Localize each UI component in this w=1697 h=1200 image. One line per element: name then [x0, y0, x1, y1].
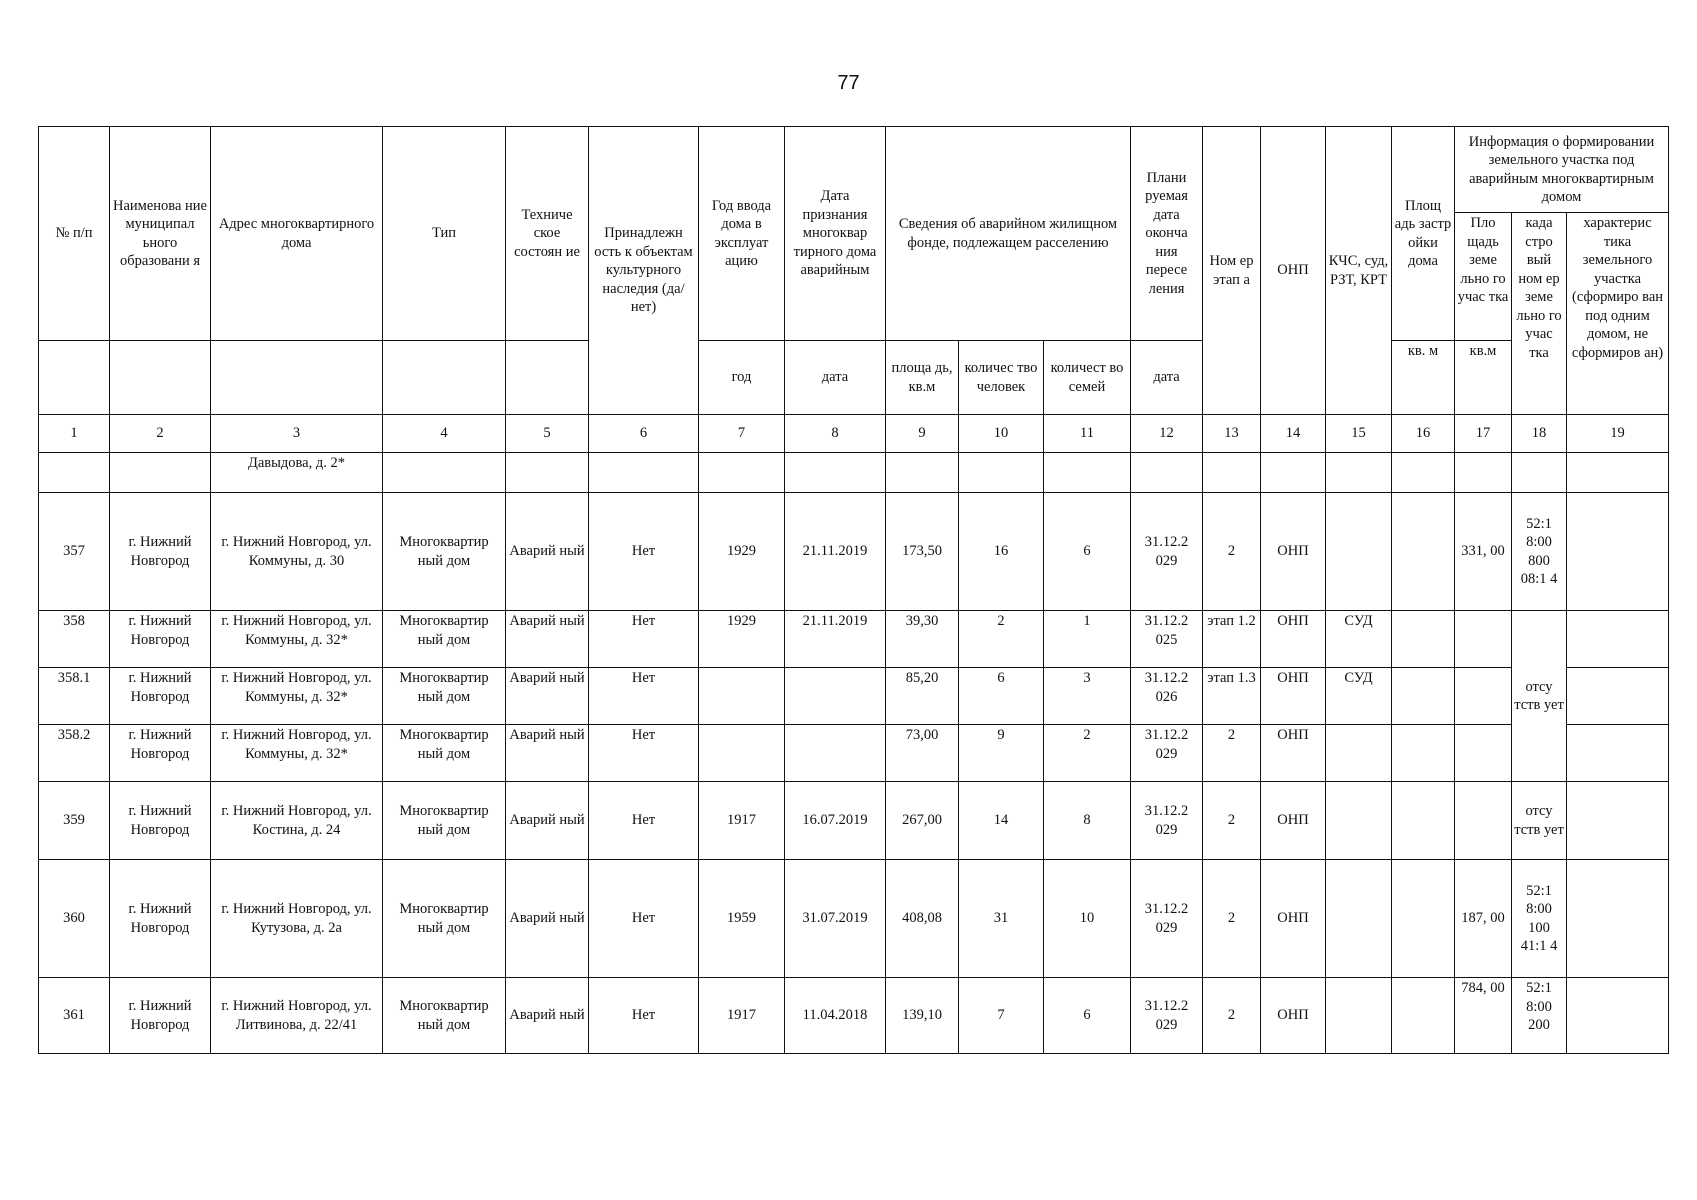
- header-sub-land-area: кв.м: [1455, 341, 1512, 415]
- header-blank-3: [211, 341, 383, 415]
- header-land-area: Пло щадь земе льно го учас тка: [1455, 213, 1512, 341]
- header-heritage: Принадлежн ость к объектам культурного наследия (да/нет): [589, 127, 699, 415]
- header-end-date: Плани руемая дата оконча ния пересе ления: [1131, 127, 1203, 341]
- header-blank-5: [506, 341, 589, 415]
- cadastral-merged: отсу тств ует: [1512, 611, 1567, 782]
- header-sub-date: дата: [785, 341, 886, 415]
- continuation-row: [39, 453, 1669, 493]
- table-row: 358 г. Нижний Новгород г. Нижний Новгород, ул. Коммуны, д. 32* Многоквартир ный дом Аварий ный Нет 1929 21.11.2019 39,30 2 1 31.12.2 025 этап 1.2 ОНП СУД отсу тств ует: [39, 611, 1669, 668]
- numbering-row: 1 2 3 4 5 6 7 8 9 10 11 12 13 14 15 16 17 18 19: [39, 415, 1669, 453]
- header-blank-2: [110, 341, 211, 415]
- table-row: 360 г. Нижний Новгород г. Нижний Новгород, ул. Кутузова, д. 2а Многоквартир ный дом Аварий ный Нет 1959 31.07.2019 408,08 31 10 31.12.2 029 2 ОНП 187, 00 52:1 8:00 100 41:1 4: [39, 860, 1669, 978]
- header-sub-area: площа дь, кв.м: [886, 341, 959, 415]
- header-recognition-date: Дата признания многоквар тирного дома аварийным: [785, 127, 886, 341]
- table-row: 361 г. Нижний Новгород г. Нижний Новгород, ул. Литвинова, д. 22/41 Многоквартир ный дом Аварий ный Нет 1917 11.04.2018 139,10 7 6 31.12.2 029 2 ОНП 784, 00 52:1 8:00 200: [39, 978, 1669, 1054]
- header-sub-people: количес тво человек: [959, 341, 1044, 415]
- table-row: 358.2 г. Нижний Новгород г. Нижний Новгород, ул. Коммуны, д. 32* Многоквартир ный дом Аварий ный Нет 73,00 9 2 31.12.2 029 2 ОНП: [39, 725, 1669, 782]
- header-kchs: КЧС, суд, РЗТ, КРТ: [1326, 127, 1392, 415]
- table-row: 359 г. Нижний Новгород г. Нижний Новгород, ул. Костина, д. 24 Многоквартир ный дом Аварий ный Нет 1917 16.07.2019 267,00 14 8 31.12.2 029 2 ОНП отсу тств ует: [39, 782, 1669, 860]
- header-stage: Ном ер этап а: [1203, 127, 1261, 415]
- header-sub-end-date: дата: [1131, 341, 1203, 415]
- header-blank-1: [39, 341, 110, 415]
- header-sub-families: количест во семей: [1044, 341, 1131, 415]
- header-type: Тип: [383, 127, 506, 341]
- header-emergency-fund: Сведения об аварийном жилищном фонде, подлежащем расселению: [886, 127, 1131, 341]
- table-row: 358.1 г. Нижний Новгород г. Нижний Новгород, ул. Коммуны, д. 32* Многоквартир ный дом Аварий ный Нет 85,20 6 3 31.12.2 026 этап 1.3 ОНП СУД: [39, 668, 1669, 725]
- header-address: Адрес многоквартирного дома: [211, 127, 383, 341]
- continuation-address: Давыдова, д. 2*: [211, 453, 383, 493]
- page-number: 77: [837, 72, 860, 94]
- header-sub-build-area: кв. м: [1392, 341, 1455, 415]
- header-condition: Техниче ское состоян ие: [506, 127, 589, 341]
- header-sub-year: год: [699, 341, 785, 415]
- table-row: 357 г. Нижний Новгород г. Нижний Новгород, ул. Коммуны, д. 30 Многоквартир ный дом Аварий ный Нет 1929 21.11.2019 173,50 16 6 31.12.2 029 2 ОНП 331, 00 52:1 8:00 800 08:1 4: [39, 493, 1669, 611]
- header-onp: ОНП: [1261, 127, 1326, 415]
- header-num: № п/п: [39, 127, 110, 341]
- header-row: [39, 127, 1669, 213]
- header-municipality: Наименова ние муниципал ьного образовани я: [110, 127, 211, 341]
- header-land-characteristic: характерис тика земельного участка (сформиро ван под одним домом, не сформиров ан): [1567, 213, 1669, 415]
- emergency-housing-table: [38, 126, 1669, 1054]
- header-year: Год ввода дома в эксплуат ацию: [699, 127, 785, 341]
- header-blank-4: [383, 341, 506, 415]
- header-cadastral: када стро вый ном ер земе льно го учас тка: [1512, 213, 1567, 415]
- header-land-info: Информация о формировании земельного участка под аварийным многоквартирным домом: [1455, 127, 1669, 213]
- header-build-area: Площ адь застр ойки дома: [1392, 127, 1455, 341]
